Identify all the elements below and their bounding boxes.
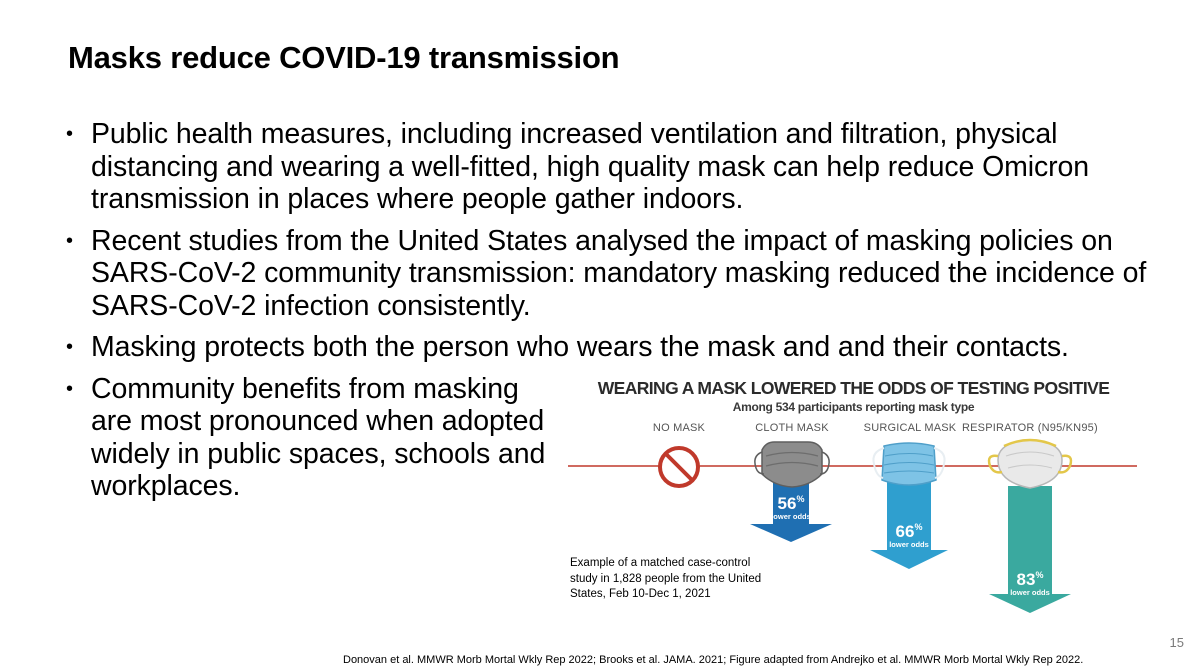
value-percent: % [796,494,805,504]
infographic-caption: Example of a matched case-control study in 1,828 people from the United States, Feb 10-Dec 1, 2021 [570,557,762,600]
value-percent: % [914,522,923,532]
value-sublabel: lower odds [889,540,929,549]
mask-infographic [566,376,1141,626]
references-footnote: Donovan et al. MMWR Morb Mortal Wkly Rep 2022; Brooks et al. JAMA. 2021; Figure adapted from Andrejko et al. MMWR Morb Mortal Wkly Rep 2022. [343,654,1084,666]
bullet-text: Community benefits from masking are most pronounced when adopted widely in public spaces, schools and workplaces. [91,372,546,502]
slide-title: Masks reduce COVID-19 transmission [68,40,620,75]
bullet-dot: • [66,123,73,145]
respirator-value [1000,570,1060,597]
value-number: 83 [1016,570,1036,589]
category-label-respirator: RESPIRATOR (N95/KN95) [962,422,1098,434]
value-percent: % [1035,570,1044,580]
bullet-dot: • [66,377,73,400]
value-sublabel: lower odds [1010,588,1050,597]
bullet-text: Public health measures, including increased ventilation and filtration, physical distancing and wearing a well-fitted, high quality mask can help reduce Omicron transmission in places where people gather indoors. [91,118,1090,215]
bullet-dot: • [66,336,73,358]
cloth-mask-icon [755,442,829,487]
category-label-cloth-mask: CLOTH MASK [755,422,829,434]
page-number: 15 [1169,635,1184,650]
category-label-surgical-mask: SURGICAL MASK [863,422,957,434]
bullet-item [62,373,561,503]
category-label-no-mask: NO MASK [652,422,706,434]
bullet-item [62,331,1171,364]
bullet-text: Recent studies from the United States analysed the impact of masking policies on SARS-CoV-2 community transmission: mandatory masking reduced the incidence of SARS-CoV-2 infection consistently. [91,224,1147,322]
value-number: 56 [777,494,797,513]
value-sublabel: lower odds [771,512,811,521]
bullet-text: Masking protects both the person who wears the mask and and their contacts. [91,331,1069,363]
surgical-mask-value [879,522,939,549]
no-symbol-icon [660,448,698,486]
cloth-mask-value [761,494,821,521]
value-number: 66 [895,522,915,541]
bullet-dot: • [66,229,73,252]
bullet-item [62,225,1171,323]
bullet-item [62,118,1171,216]
surgical-mask-icon [873,443,944,485]
respirator-icon [989,440,1071,488]
infographic-subtitle: Among 534 participants reporting mask type [732,400,975,414]
infographic-title: WEARING A MASK LOWERED THE ODDS OF TESTING POSITIVE [597,378,1110,398]
